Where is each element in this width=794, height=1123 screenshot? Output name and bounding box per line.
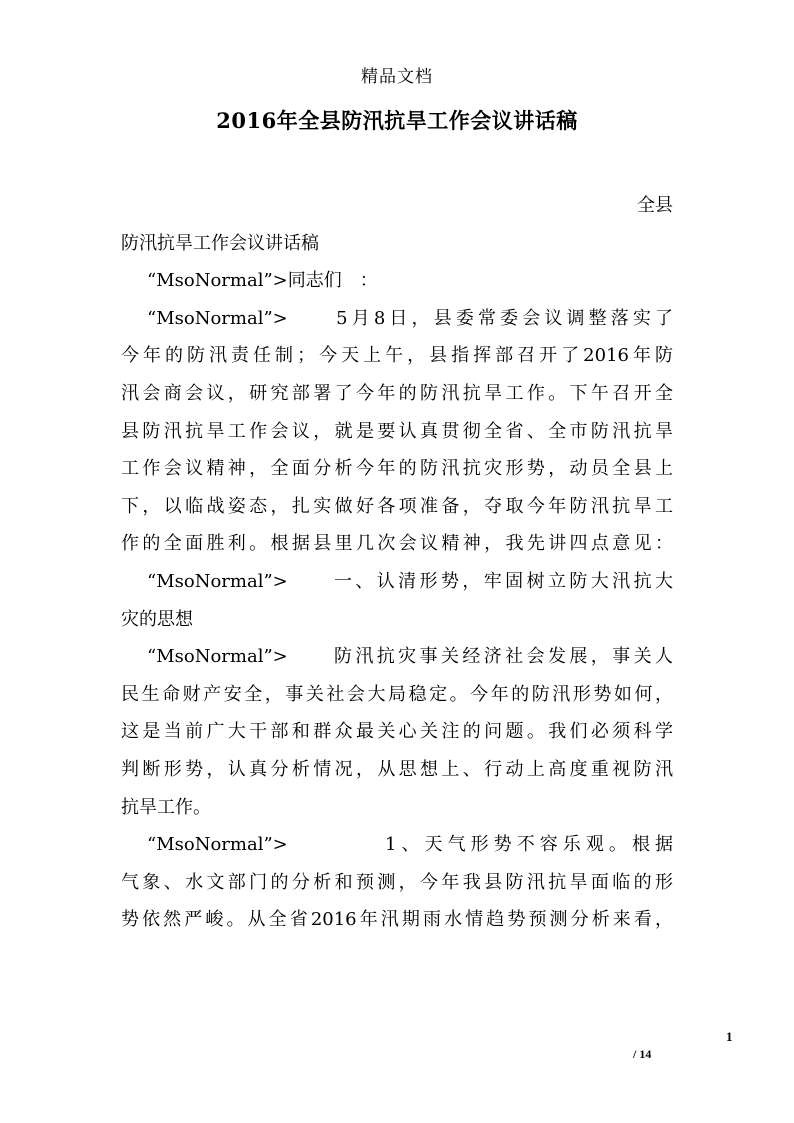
watermark-header: 精品文档 <box>361 67 433 87</box>
page-total: / 14 <box>633 1047 652 1061</box>
text-line: 这是当前广大干部和群众最关心关注的问题。我们必须科学 <box>121 721 673 743</box>
document-body <box>121 187 673 939</box>
text-line: “MsoNormal”> 1、天气形势不容乐观。根据 <box>147 834 673 856</box>
text-line: 作的全面胜利。根据县里几次会议精神，我先讲四点意见： <box>121 533 673 555</box>
text-line: 县防汛抗旱工作会议，就是要认真贯彻全省、全市防汛抗旱 <box>121 420 673 442</box>
text-line: “MsoNormal”> 一、认清形势，牢固树立防大汛抗大 <box>147 570 673 592</box>
text-line: 灾的思想 <box>121 608 193 630</box>
text-line: 民生命财产安全，事关社会大局稳定。今年的防汛形势如何， <box>121 683 673 705</box>
text-line: “MsoNormal”> 防汛抗灾事关经济社会发展，事关人 <box>147 646 673 668</box>
page-number: 1 <box>726 1029 733 1044</box>
text-line: 抗旱工作。 <box>121 796 211 818</box>
text-line: 防汛抗旱工作会议讲话稿 <box>121 232 319 254</box>
text-line: “MsoNormal”> 5月8日，县委常委会议调整落实了 <box>147 307 673 329</box>
text-line: 势依然严峻。从全省2016年汛期雨水情趋势预测分析来看， <box>121 909 673 931</box>
text-line: 气象、水文部门的分析和预测，今年我县防汛抗旱面临的形 <box>121 871 673 893</box>
text-line: 今年的防汛责任制；今天上午，县指挥部召开了2016年防 <box>121 345 673 367</box>
text-line: 工作会议精神，全面分析今年的防汛抗灾形势，动员全县上 <box>121 458 673 480</box>
document-title: 2016年全县防汛抗旱工作会议讲话稿 <box>216 108 578 133</box>
text-line: 汛会商会议，研究部署了今年的防汛抗旱工作。下午召开全 <box>121 382 673 404</box>
text-line: “MsoNormal”>同志们 ： <box>147 270 378 292</box>
text-line: 判断形势，认真分析情况，从思想上、行动上高度重视防汛 <box>121 758 673 780</box>
text-line: 下，以临战姿态，扎实做好各项准备，夺取今年防汛抗旱工 <box>121 495 673 517</box>
text-line: 全县 <box>637 195 673 216</box>
